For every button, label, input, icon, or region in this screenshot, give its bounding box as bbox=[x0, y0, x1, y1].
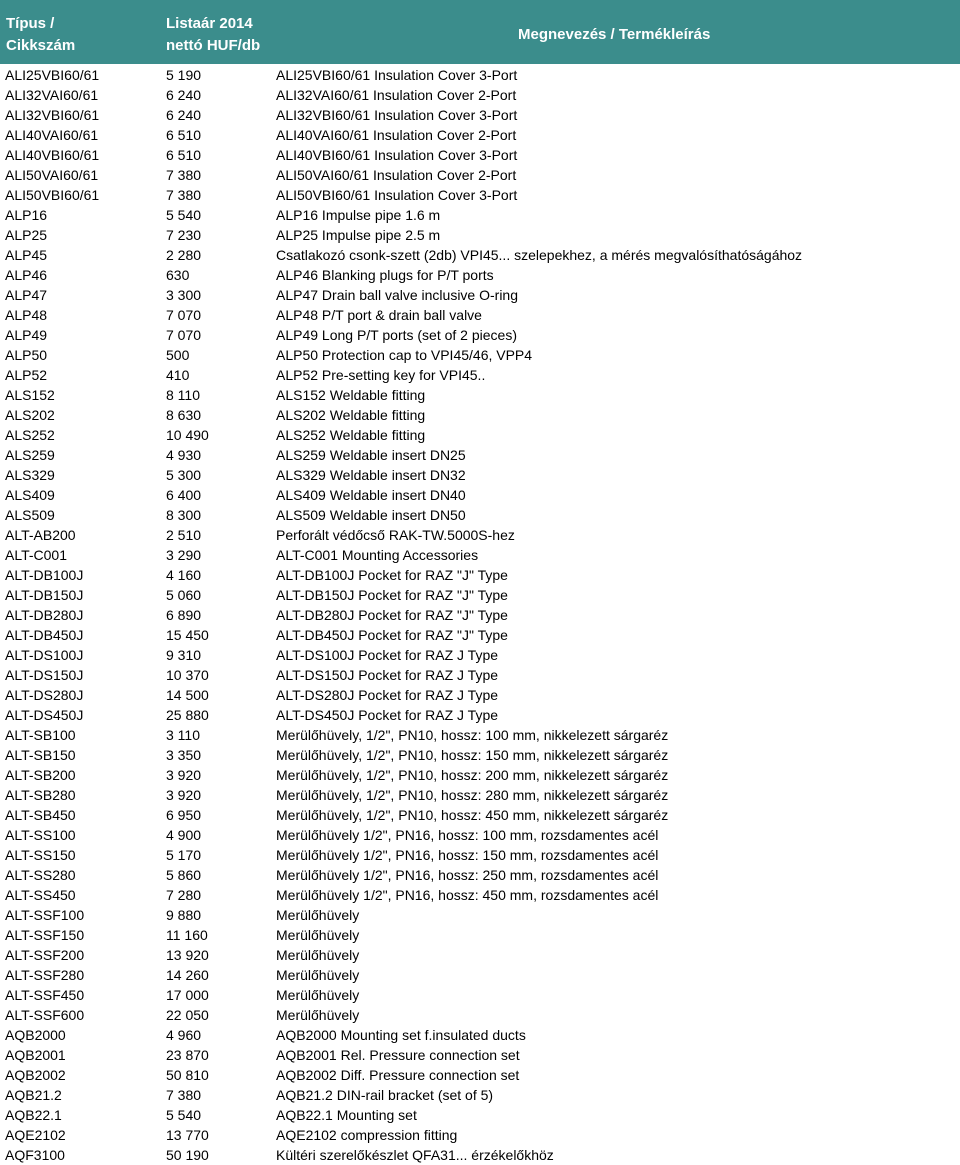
table-row bbox=[0, 905, 960, 925]
price-cell: 6 950 bbox=[166, 807, 202, 823]
table-row bbox=[0, 485, 960, 505]
table-row bbox=[0, 285, 960, 305]
price-cell: 2 280 bbox=[166, 247, 202, 263]
product-code-cell: ALS252 bbox=[5, 427, 55, 443]
description-cell: Merülőhüvely bbox=[276, 967, 360, 983]
product-code-cell: ALT-SB450 bbox=[5, 807, 76, 823]
product-code-cell: ALS509 bbox=[5, 507, 55, 523]
product-code-cell: ALI32VAI60/61 bbox=[5, 87, 99, 103]
description-cell: ALI32VAI60/61 Insulation Cover 2-Port bbox=[276, 87, 517, 103]
table-row bbox=[0, 545, 960, 565]
table-row bbox=[0, 925, 960, 945]
table-row bbox=[0, 985, 960, 1005]
description-cell: ALP46 Blanking plugs for P/T ports bbox=[276, 267, 494, 283]
description-cell: ALS202 Weldable fitting bbox=[276, 407, 426, 423]
product-code-cell: ALT-SSF200 bbox=[5, 947, 85, 963]
description-cell: ALP49 Long P/T ports (set of 2 pieces) bbox=[276, 327, 517, 343]
price-cell: 6 240 bbox=[166, 87, 202, 103]
price-cell: 3 350 bbox=[166, 747, 202, 763]
price-cell: 6 510 bbox=[166, 127, 202, 143]
description-cell: Merülőhüvely bbox=[276, 987, 360, 1003]
table-row bbox=[0, 1125, 960, 1145]
product-code-cell: ALP50 bbox=[5, 347, 48, 363]
price-cell: 10 370 bbox=[166, 667, 209, 683]
product-code-cell: ALI50VBI60/61 bbox=[5, 187, 100, 203]
price-cell: 8 630 bbox=[166, 407, 202, 423]
table-row bbox=[0, 1025, 960, 1045]
price-list-table bbox=[0, 64, 960, 1165]
price-cell: 5 300 bbox=[166, 467, 202, 483]
price-cell: 9 880 bbox=[166, 907, 202, 923]
product-code-cell: ALT-AB200 bbox=[5, 527, 76, 543]
description-cell: ALP25 Impulse pipe 2.5 m bbox=[276, 227, 441, 243]
price-cell: 5 540 bbox=[166, 207, 202, 223]
price-cell: 4 900 bbox=[166, 827, 202, 843]
description-cell: ALP50 Protection cap to VPI45/46, VPP4 bbox=[276, 347, 533, 363]
price-cell: 23 870 bbox=[166, 1047, 209, 1063]
price-cell: 13 920 bbox=[166, 947, 209, 963]
table-row bbox=[0, 825, 960, 845]
description-cell: ALT-DS450J Pocket for RAZ J Type bbox=[276, 707, 499, 723]
price-cell: 14 260 bbox=[166, 967, 209, 983]
description-cell: ALS259 Weldable insert DN25 bbox=[276, 447, 466, 463]
product-code-cell: ALS202 bbox=[5, 407, 55, 423]
description-cell: ALP16 Impulse pipe 1.6 m bbox=[276, 207, 441, 223]
price-cell: 50 190 bbox=[166, 1147, 209, 1163]
table-header bbox=[0, 0, 960, 64]
price-cell: 5 190 bbox=[166, 67, 202, 83]
price-cell: 3 300 bbox=[166, 287, 202, 303]
description-cell: Merülőhüvely bbox=[276, 1007, 360, 1023]
description-cell: ALS252 Weldable fitting bbox=[276, 427, 426, 443]
table-row bbox=[0, 445, 960, 465]
description-cell: ALI50VAI60/61 Insulation Cover 2-Port bbox=[276, 167, 517, 183]
table-row bbox=[0, 205, 960, 225]
product-code-cell: ALS329 bbox=[5, 467, 55, 483]
table-row bbox=[0, 185, 960, 205]
price-cell: 25 880 bbox=[166, 707, 209, 723]
product-code-cell: ALT-SS150 bbox=[5, 847, 76, 863]
table-row bbox=[0, 385, 960, 405]
description-cell: Kültéri szerelőkészlet QFA31... érzékelőkhöz bbox=[276, 1147, 554, 1163]
product-code-cell: ALT-DB100J bbox=[5, 567, 84, 583]
product-code-cell: ALI40VAI60/61 bbox=[5, 127, 99, 143]
description-cell: ALS329 Weldable insert DN32 bbox=[276, 467, 466, 483]
description-cell: ALT-DS150J Pocket for RAZ J Type bbox=[276, 667, 499, 683]
product-code-cell: ALP49 bbox=[5, 327, 48, 343]
price-cell: 8 110 bbox=[166, 387, 200, 403]
table-row bbox=[0, 1045, 960, 1065]
product-code-cell: ALT-DB150J bbox=[5, 587, 84, 603]
description-cell: ALI25VBI60/61 Insulation Cover 3-Port bbox=[276, 67, 518, 83]
table-row bbox=[0, 225, 960, 245]
table-row bbox=[0, 405, 960, 425]
price-cell: 7 380 bbox=[166, 187, 202, 203]
product-code-cell: ALT-C001 bbox=[5, 547, 67, 563]
description-cell: ALP48 P/T port & drain ball valve bbox=[276, 307, 482, 323]
table-row bbox=[0, 1065, 960, 1085]
price-cell: 5 170 bbox=[166, 847, 202, 863]
table-row bbox=[0, 325, 960, 345]
price-cell: 7 380 bbox=[166, 1087, 202, 1103]
description-cell: ALI50VBI60/61 Insulation Cover 3-Port bbox=[276, 187, 518, 203]
price-cell: 6 890 bbox=[166, 607, 202, 623]
product-code-cell: AQB21.2 bbox=[5, 1087, 62, 1103]
price-cell: 7 070 bbox=[166, 327, 202, 343]
product-code-cell: ALP25 bbox=[5, 227, 48, 243]
price-cell: 6 400 bbox=[166, 487, 202, 503]
table-row bbox=[0, 705, 960, 725]
product-code-cell: ALI50VAI60/61 bbox=[5, 167, 99, 183]
price-cell: 7 380 bbox=[166, 167, 202, 183]
price-cell: 15 450 bbox=[166, 627, 209, 643]
table-row bbox=[0, 965, 960, 985]
description-cell: ALS152 Weldable fitting bbox=[276, 387, 426, 403]
price-cell: 5 860 bbox=[166, 867, 202, 883]
product-code-cell: ALT-SSF100 bbox=[5, 907, 85, 923]
price-cell: 5 540 bbox=[166, 1107, 202, 1123]
description-cell: Merülőhüvely bbox=[276, 947, 360, 963]
description-cell: AQE2102 compression fitting bbox=[276, 1127, 458, 1143]
table-row bbox=[0, 105, 960, 125]
table-row bbox=[0, 625, 960, 645]
table-row bbox=[0, 1085, 960, 1105]
table-row bbox=[0, 525, 960, 545]
price-cell: 8 300 bbox=[166, 507, 202, 523]
description-cell: ALI40VBI60/61 Insulation Cover 3-Port bbox=[276, 147, 518, 163]
table-row bbox=[0, 665, 960, 685]
product-code-cell: ALT-SS100 bbox=[5, 827, 76, 843]
description-cell: ALT-DB150J Pocket for RAZ "J" Type bbox=[276, 587, 508, 603]
header-price-label: Listaár 2014 bbox=[166, 15, 253, 32]
header-description-label: Megnevezés / Termékleírás bbox=[518, 26, 711, 43]
description-cell: ALT-C001 Mounting Accessories bbox=[276, 547, 479, 563]
price-cell: 3 290 bbox=[166, 547, 202, 563]
description-cell: ALS409 Weldable insert DN40 bbox=[276, 487, 466, 503]
table-row bbox=[0, 1145, 960, 1165]
table-row bbox=[0, 605, 960, 625]
description-cell: Merülőhüvely bbox=[276, 927, 360, 943]
description-cell: Merülőhüvely, 1/2", PN10, hossz: 450 mm, nikkelezett sárgaréz bbox=[276, 807, 669, 823]
description-cell: Merülőhüvely 1/2", PN16, hossz: 150 mm, rozsdamentes acél bbox=[276, 847, 659, 863]
product-code-cell: AQB2001 bbox=[5, 1047, 66, 1063]
description-cell: ALT-DS100J Pocket for RAZ J Type bbox=[276, 647, 499, 663]
product-code-cell: ALT-DS150J bbox=[5, 667, 84, 683]
description-cell: Perforált védőcső RAK-TW.5000S-hez bbox=[276, 527, 515, 543]
product-code-cell: ALS409 bbox=[5, 487, 55, 503]
product-code-cell: ALT-DS100J bbox=[5, 647, 84, 663]
product-code-cell: ALS259 bbox=[5, 447, 55, 463]
product-code-cell: ALT-DB450J bbox=[5, 627, 84, 643]
table-row bbox=[0, 805, 960, 825]
description-cell: ALI32VBI60/61 Insulation Cover 3-Port bbox=[276, 107, 518, 123]
table-row bbox=[0, 125, 960, 145]
price-cell: 22 050 bbox=[166, 1007, 209, 1023]
table-row bbox=[0, 245, 960, 265]
price-cell: 2 510 bbox=[166, 527, 202, 543]
table-row bbox=[0, 365, 960, 385]
product-code-cell: ALI32VBI60/61 bbox=[5, 107, 100, 123]
product-code-cell: ALT-SS280 bbox=[5, 867, 76, 883]
price-cell: 50 810 bbox=[166, 1067, 209, 1083]
product-code-cell: ALP46 bbox=[5, 267, 48, 283]
price-cell: 4 160 bbox=[166, 567, 202, 583]
table-row bbox=[0, 765, 960, 785]
header-type-label: Típus / bbox=[6, 15, 55, 32]
table-row bbox=[0, 345, 960, 365]
product-code-cell: ALT-SSF280 bbox=[5, 967, 85, 983]
table-row bbox=[0, 85, 960, 105]
table-row bbox=[0, 865, 960, 885]
price-cell: 7 280 bbox=[166, 887, 202, 903]
price-cell: 500 bbox=[166, 347, 190, 363]
table-row bbox=[0, 1005, 960, 1025]
table-row bbox=[0, 565, 960, 585]
description-cell: Merülőhüvely, 1/2", PN10, hossz: 150 mm, nikkelezett sárgaréz bbox=[276, 747, 669, 763]
table-row bbox=[0, 145, 960, 165]
product-code-cell: ALP45 bbox=[5, 247, 48, 263]
price-cell: 4 960 bbox=[166, 1027, 202, 1043]
price-cell: 14 500 bbox=[166, 687, 209, 703]
table-row bbox=[0, 305, 960, 325]
product-code-cell: ALT-DS450J bbox=[5, 707, 84, 723]
product-code-cell: ALS152 bbox=[5, 387, 55, 403]
product-code-cell: ALT-SB150 bbox=[5, 747, 76, 763]
product-code-cell: AQE2102 bbox=[5, 1127, 66, 1143]
price-cell: 4 930 bbox=[166, 447, 202, 463]
header-price-unit-label: nettó HUF/db bbox=[166, 37, 261, 54]
description-cell: Merülőhüvely 1/2", PN16, hossz: 450 mm, rozsdamentes acél bbox=[276, 887, 659, 903]
description-cell: Csatlakozó csonk-szett (2db) VPI45... szelepekhez, a mérés megvalósíthatóságához bbox=[276, 247, 803, 263]
product-code-cell: ALI25VBI60/61 bbox=[5, 67, 100, 83]
price-cell: 410 bbox=[166, 367, 190, 383]
product-code-cell: ALT-SSF600 bbox=[5, 1007, 85, 1023]
description-cell: Merülőhüvely, 1/2", PN10, hossz: 280 mm, nikkelezett sárgaréz bbox=[276, 787, 669, 803]
description-cell: ALT-DB100J Pocket for RAZ "J" Type bbox=[276, 567, 508, 583]
price-cell: 3 920 bbox=[166, 767, 202, 783]
price-cell: 6 240 bbox=[166, 107, 202, 123]
product-code-cell: ALT-SS450 bbox=[5, 887, 76, 903]
description-cell: ALT-DB450J Pocket for RAZ "J" Type bbox=[276, 627, 508, 643]
description-cell: Merülőhüvely 1/2", PN16, hossz: 250 mm, rozsdamentes acél bbox=[276, 867, 659, 883]
price-cell: 11 160 bbox=[166, 927, 208, 943]
product-code-cell: ALT-DS280J bbox=[5, 687, 84, 703]
description-cell: Merülőhüvely, 1/2", PN10, hossz: 200 mm, nikkelezett sárgaréz bbox=[276, 767, 669, 783]
product-code-cell: ALP48 bbox=[5, 307, 48, 323]
product-code-cell: ALP47 bbox=[5, 287, 48, 303]
description-cell: ALI40VAI60/61 Insulation Cover 2-Port bbox=[276, 127, 517, 143]
price-cell: 630 bbox=[166, 267, 190, 283]
header-code-label: Cikkszám bbox=[6, 37, 76, 54]
table-row bbox=[0, 65, 960, 85]
product-code-cell: AQB2002 bbox=[5, 1067, 66, 1083]
product-code-cell: ALT-SSF450 bbox=[5, 987, 85, 1003]
description-cell: AQB2000 Mounting set f.insulated ducts bbox=[276, 1027, 526, 1043]
table-row bbox=[0, 465, 960, 485]
price-cell: 10 490 bbox=[166, 427, 209, 443]
product-code-cell: ALT-SB200 bbox=[5, 767, 76, 783]
product-code-cell: AQF3100 bbox=[5, 1147, 65, 1163]
description-cell: ALT-DS280J Pocket for RAZ J Type bbox=[276, 687, 499, 703]
price-cell: 9 310 bbox=[166, 647, 202, 663]
product-code-cell: ALP52 bbox=[5, 367, 48, 383]
table-row bbox=[0, 845, 960, 865]
description-cell: Merülőhüvely 1/2", PN16, hossz: 100 mm, rozsdamentes acél bbox=[276, 827, 659, 843]
product-code-cell: ALP16 bbox=[5, 207, 48, 223]
table-row bbox=[0, 685, 960, 705]
table-row bbox=[0, 165, 960, 185]
price-cell: 5 060 bbox=[166, 587, 202, 603]
description-cell: AQB2001 Rel. Pressure connection set bbox=[276, 1047, 520, 1063]
price-cell: 7 230 bbox=[166, 227, 202, 243]
description-cell: AQB2002 Diff. Pressure connection set bbox=[276, 1067, 520, 1083]
description-cell: ALP52 Pre-setting key for VPI45.. bbox=[276, 367, 486, 383]
product-code-cell: ALT-SSF150 bbox=[5, 927, 85, 943]
description-cell: ALS509 Weldable insert DN50 bbox=[276, 507, 466, 523]
product-code-cell: ALT-DB280J bbox=[5, 607, 84, 623]
description-cell: Merülőhüvely, 1/2", PN10, hossz: 100 mm, nikkelezett sárgaréz bbox=[276, 727, 669, 743]
product-code-cell: ALT-SB280 bbox=[5, 787, 76, 803]
price-cell: 6 510 bbox=[166, 147, 202, 163]
product-code-cell: ALT-SB100 bbox=[5, 727, 76, 743]
price-cell: 3 110 bbox=[166, 727, 200, 743]
table-row bbox=[0, 785, 960, 805]
table-row bbox=[0, 505, 960, 525]
description-cell: Merülőhüvely bbox=[276, 907, 360, 923]
description-cell: AQB22.1 Mounting set bbox=[276, 1107, 417, 1123]
table-row bbox=[0, 265, 960, 285]
product-code-cell: AQB2000 bbox=[5, 1027, 66, 1043]
price-cell: 3 920 bbox=[166, 787, 202, 803]
product-code-cell: AQB22.1 bbox=[5, 1107, 62, 1123]
table-row bbox=[0, 725, 960, 745]
product-code-cell: ALI40VBI60/61 bbox=[5, 147, 100, 163]
table-row bbox=[0, 585, 960, 605]
table-row bbox=[0, 1105, 960, 1125]
description-cell: ALT-DB280J Pocket for RAZ "J" Type bbox=[276, 607, 508, 623]
price-cell: 13 770 bbox=[166, 1127, 209, 1143]
table-row bbox=[0, 885, 960, 905]
table-row bbox=[0, 425, 960, 445]
description-cell: ALP47 Drain ball valve inclusive O-ring bbox=[276, 287, 518, 303]
table-row bbox=[0, 645, 960, 665]
price-cell: 7 070 bbox=[166, 307, 202, 323]
table-row bbox=[0, 945, 960, 965]
description-cell: AQB21.2 DIN-rail bracket (set of 5) bbox=[276, 1087, 494, 1103]
table-row bbox=[0, 745, 960, 765]
price-cell: 17 000 bbox=[166, 987, 209, 1003]
